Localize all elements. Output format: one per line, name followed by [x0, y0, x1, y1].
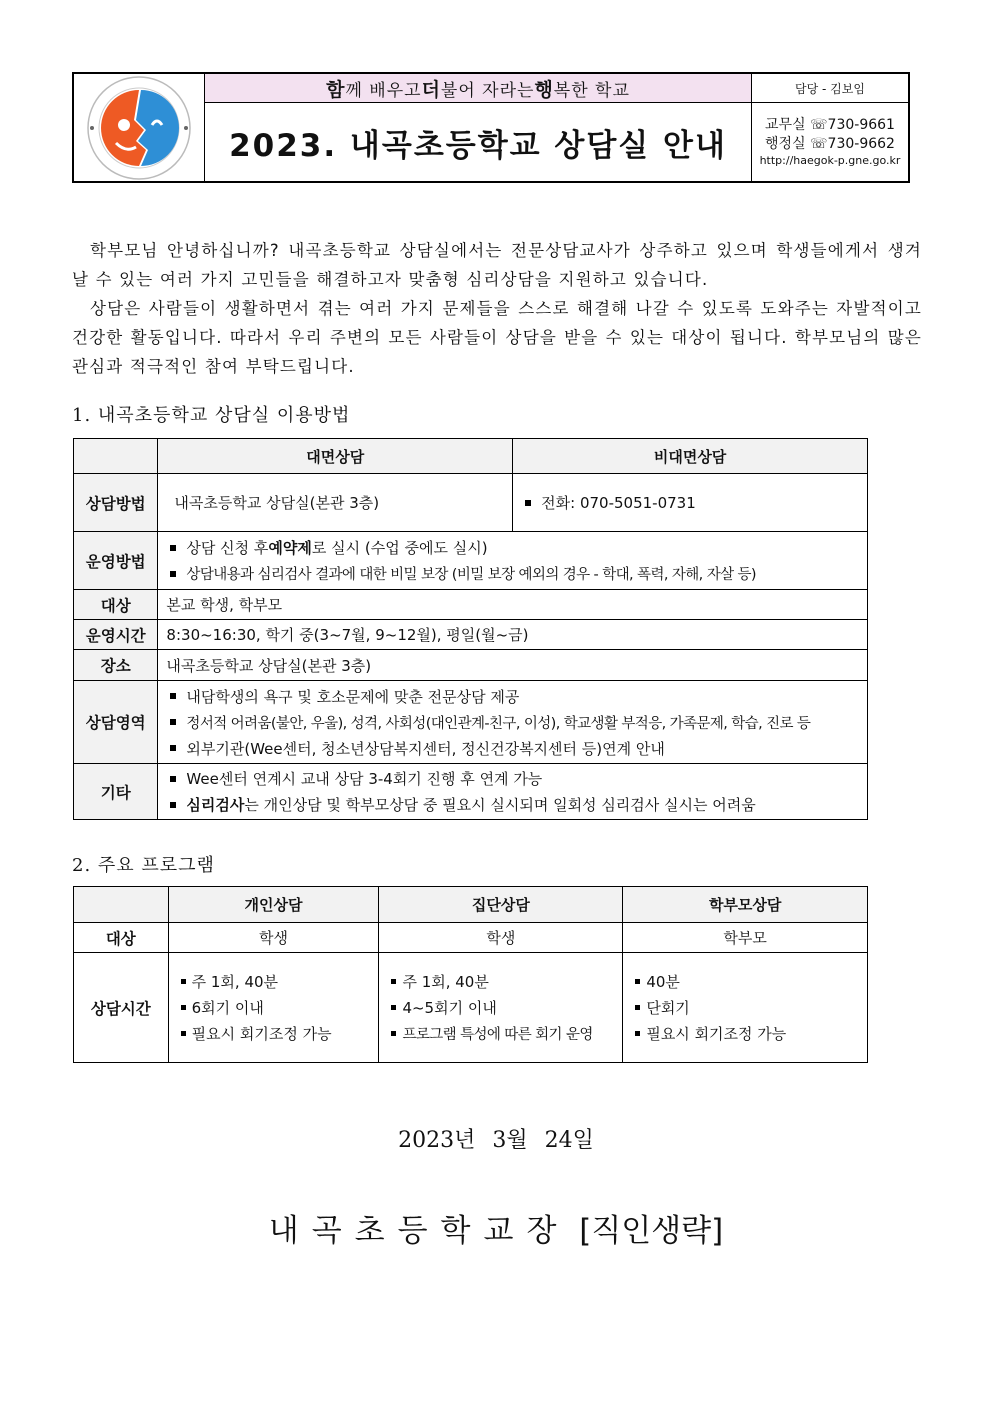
table-row — [74, 590, 868, 620]
remote-method-cell — [513, 474, 868, 532]
text: 주 1회, 40분 — [191, 973, 279, 991]
bullet-icon — [635, 1005, 640, 1010]
table-row — [74, 532, 868, 590]
row-label-area: 상담영역 — [74, 681, 158, 764]
school-logo-cell — [74, 74, 205, 181]
column-header-group: 집단상담 — [379, 887, 623, 923]
bold-text: 예약제 — [268, 539, 312, 557]
text: 외부기관(Wee센터, 청소년상담복지센터, 정신건강복지센터 등)연계 안내 — [186, 739, 665, 758]
text: 상담 신청 후 — [186, 539, 269, 557]
motto-part: 행 — [534, 78, 554, 101]
intro-text — [72, 236, 922, 381]
row-label-target: 대상 — [74, 923, 169, 953]
bullet-icon — [181, 979, 186, 984]
text: 4~5회기 이내 — [402, 999, 497, 1017]
text: 단회기 — [646, 999, 690, 1017]
title-cell — [205, 74, 752, 181]
column-header-individual: 개인상담 — [168, 887, 379, 923]
target-group: 학생 — [379, 923, 623, 953]
place-value: 내곡초등학교 상담실(본관 3층) — [158, 650, 868, 681]
table-row — [74, 620, 868, 650]
intro-paragraph: 상담은 사람들이 생활하면서 겪는 여러 가지 문제들을 스스로 해결해 나갈 수 있도록 도와주는 자발적이고 건강한 활동입니다. 따라서 우리 주변의 모든 사람들이 상담을 받을 수 있는 대상이 됩니다. 학부모님의 많은 관심과 적극적인 참여 부탁드립니다. — [72, 299, 922, 376]
motto-part: 함 — [326, 78, 346, 101]
signature-line — [0, 1205, 992, 1250]
face-method: 내곡초등학교 상담실(본관 3층) — [158, 474, 513, 532]
text: 6회기 이내 — [191, 999, 264, 1017]
column-header-remote: 비대면상담 — [513, 439, 868, 474]
manager-name: 담당 - 김보임 — [752, 74, 908, 103]
academic-office-phone: 교무실 ☏730-9661 — [765, 117, 895, 133]
text: 프로그램 특성에 따른 회기 운영 — [402, 1027, 593, 1043]
bullet-icon — [170, 745, 176, 751]
motto-part: 복한 학교 — [553, 80, 630, 101]
school-logo-icon — [86, 75, 192, 181]
row-label-target: 대상 — [74, 590, 158, 620]
bold-text: 심리검사 — [186, 796, 245, 814]
contact-cell — [752, 74, 908, 181]
column-header-parent: 학부모상담 — [623, 887, 868, 923]
area-cell — [158, 681, 868, 764]
seal-note: [직인생략] — [579, 1213, 724, 1249]
document-header — [72, 72, 910, 183]
motto-part: 불어 자라는 — [440, 80, 535, 101]
table-row — [74, 764, 868, 820]
time-parent — [623, 953, 868, 1063]
document-date: 2023년 3월 24일 — [398, 1128, 594, 1153]
text: 40분 — [646, 973, 680, 991]
time-group — [379, 953, 623, 1063]
contact-info — [752, 103, 908, 181]
bullet-icon — [181, 1031, 186, 1036]
bullet-icon — [170, 719, 176, 725]
text: 는 개인상담 및 학부모상담 중 필요시 실시되며 일회성 심리검사 실시는 어려움 — [244, 796, 756, 814]
section-1-title: 1. 내곡초등학교 상담실 이용방법 — [72, 405, 351, 426]
hours-value: 8:30~16:30, 학기 중(3~7월, 9~12월), 평일(월~금) — [158, 620, 868, 650]
target-parent: 학부모 — [623, 923, 868, 953]
row-label-time: 상담시간 — [74, 953, 169, 1063]
bullet-icon — [181, 1005, 186, 1010]
remote-phone: 전화: 070-5051-0731 — [541, 494, 696, 512]
bullet-icon — [170, 545, 176, 551]
bullet-icon — [635, 1031, 640, 1036]
operation-cell — [158, 532, 868, 590]
table-row — [74, 650, 868, 681]
etc-cell — [158, 764, 868, 820]
target-individual: 학생 — [168, 923, 379, 953]
table-corner — [74, 887, 169, 923]
programs-table — [73, 886, 868, 1063]
row-label-place: 장소 — [74, 650, 158, 681]
document-title: 2023. 내곡초등학교 상담실 안내 — [229, 127, 727, 164]
bullet-icon — [170, 802, 176, 808]
row-label-etc: 기타 — [74, 764, 158, 820]
school-motto — [205, 74, 751, 103]
section-2-title: 2. 주요 프로그램 — [72, 855, 215, 876]
motto-part: 께 배우고 — [345, 80, 422, 101]
bullet-icon — [391, 1031, 396, 1036]
text: 정서적 어려움(불안, 우울), 성격, 사회성(대인관계-친구, 이성), 학교생활 부적응, 가족문제, 학습, 진로 등 — [186, 715, 811, 732]
target-value: 본교 학생, 학부모 — [158, 590, 868, 620]
text: 로 실시 (수업 중에도 실시) — [311, 539, 488, 557]
text: 상담내용과 심리검사 결과에 대한 비밀 보장 (비밀 보장 예외의 경우 - 학대, 폭력, 자해, 자살 등) — [186, 567, 756, 583]
text: 필요시 회기조정 가능 — [191, 1025, 332, 1043]
intro-paragraph: 학부모님 안녕하십니까? 내곡초등학교 상담실에서는 전문상담교사가 상주하고 있으며 학생들에게서 생겨날 수 있는 여러 가지 고민들을 해결하고자 맞춤형 심리상담을 지원하고 있습니다. — [72, 241, 922, 289]
row-label-method: 상담방법 — [74, 474, 158, 532]
bullet-icon — [525, 500, 531, 506]
bullet-icon — [170, 693, 176, 699]
usage-table — [73, 438, 868, 820]
text: 내담학생의 욕구 및 호소문제에 맞춘 전문상담 제공 — [186, 687, 520, 706]
admin-office-phone: 행정실 ☏730-9662 — [765, 136, 895, 152]
bullet-icon — [170, 571, 176, 577]
bullet-icon — [170, 776, 176, 782]
row-label-operation: 운영방법 — [74, 532, 158, 590]
motto-part: 더 — [421, 78, 441, 101]
bullet-icon — [391, 979, 396, 984]
column-header-face: 대면상담 — [158, 439, 513, 474]
table-corner — [74, 439, 158, 474]
row-label-hours: 운영시간 — [74, 620, 158, 650]
text: 주 1회, 40분 — [402, 973, 489, 991]
table-row — [74, 953, 868, 1063]
table-row — [74, 681, 868, 764]
table-row — [74, 923, 868, 953]
text: Wee센터 연계시 교내 상담 3-4회기 진행 후 연계 가능 — [186, 770, 543, 788]
principal-title: 내곡초등학교장 — [268, 1213, 570, 1249]
text: 필요시 회기조정 가능 — [646, 1025, 787, 1043]
time-individual — [168, 953, 379, 1063]
bullet-icon — [391, 1005, 396, 1010]
school-url[interactable]: http://haegok-p.gne.go.kr — [759, 154, 901, 167]
bullet-icon — [635, 979, 640, 984]
table-row — [74, 474, 868, 532]
